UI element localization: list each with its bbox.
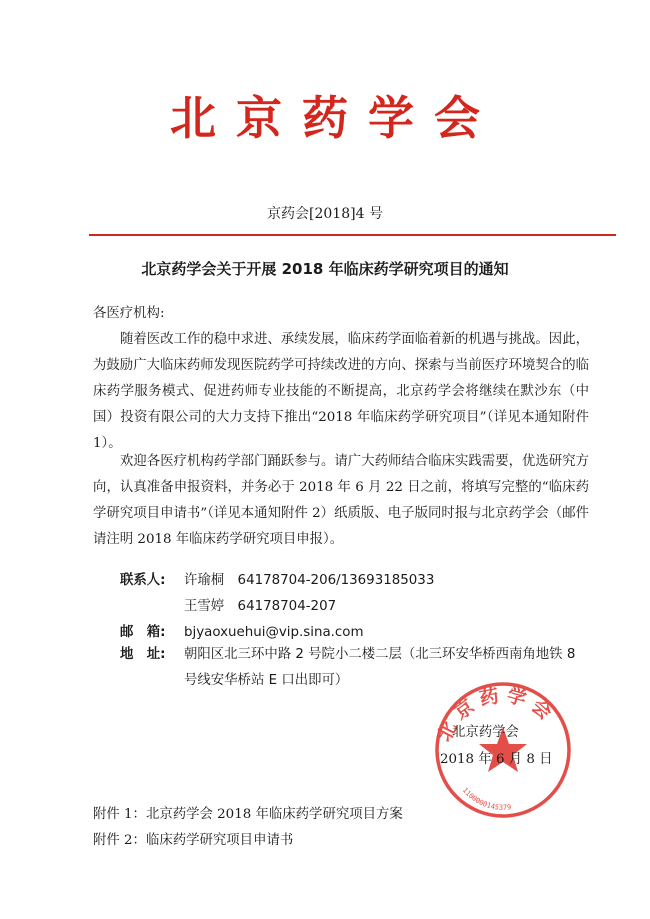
contact-row: [120, 568, 600, 594]
org-title: 北京药学会: [170, 91, 500, 145]
notice-title: 北京药学会关于开展 2018 年临床药学研究项目的通知: [141, 260, 509, 278]
red-divider: [89, 234, 616, 236]
attachment-1: 附件 1：北京药学会 2018 年临床药学研究项目方案: [93, 807, 403, 822]
salutation: 各医疗机构:: [93, 306, 165, 321]
contact-label: 联系人:: [120, 573, 166, 588]
contact-person-1: 许瑜桐 64178704-206/13693185033: [184, 573, 435, 588]
address-label: 地 址:: [120, 647, 166, 662]
seal-number: 1100000145379: [460, 786, 512, 812]
paragraph-2: 欢迎各医疗机构药学部门踊跃参与。请广大药师结合临床实践需要，优选研究方向，认真准备申报资料，并务必于 2018 年 6 月 22 日之前，将填写完整的“临床药学研究项目申请书”（详见本通知附件 2）纸质版、电子版同时报与北京药学会（邮件请注明 2018 年临床药学研究项目申报）。: [93, 454, 589, 547]
contact-person-2: 王雪婷 64178704-207: [184, 599, 337, 614]
document-number: 京药会[2018]4 号: [267, 206, 383, 222]
address-text: 朝阳区北三环中路 2 号院小二楼二层（北三环安华桥西南角地铁 8 号线安华桥站 E 口出即可）: [184, 647, 576, 688]
paragraph-1: 随着医改工作的稳中求进、承续发展，临床药学面临着新的机遇与挑战。因此，为鼓励广大临床药师发现医院药学可持续改进的方向、探索与当前医疗环境契合的临床药学服务模式、促进药师专业技能的不断提高，北京药学会将继续在默沙东（中国）投资有限公司的大力支持下推出“2018 年临床药学研究项目”（详见本通知附件 1）。: [93, 332, 589, 451]
attachment-2: 附件 2：临床药学研究项目申请书: [93, 833, 294, 848]
signature-date: 2018 年 6 月 8 日: [440, 752, 553, 767]
email-label: 邮 箱:: [120, 625, 166, 640]
seal-arc-text: 北京药学会: [433, 683, 561, 746]
email-address[interactable]: bjyaoxuehui@vip.sina.com: [184, 625, 364, 640]
contact-row-2: [120, 594, 650, 620]
signer-name: 北京药学会: [452, 725, 519, 740]
